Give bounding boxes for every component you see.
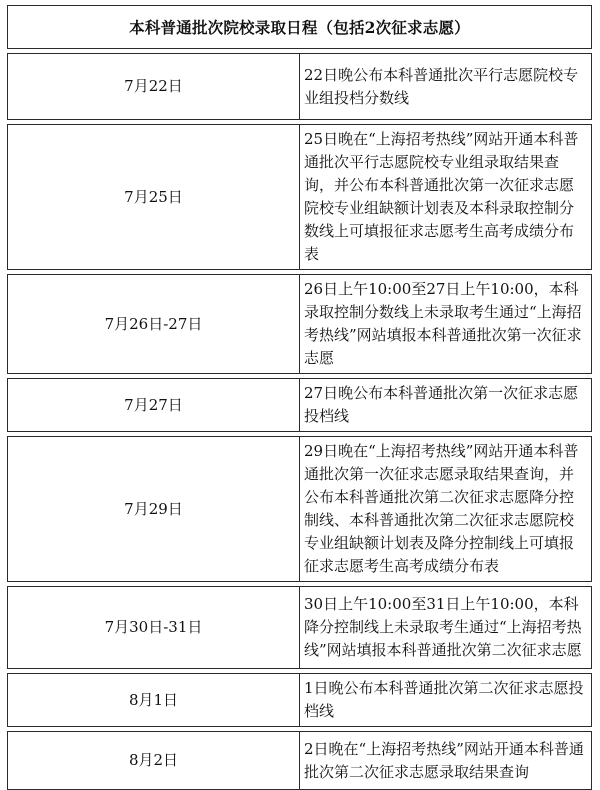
description-cell: 1日晚公布本科普通批次第二次征求志愿投档线	[300, 674, 592, 727]
date-cell: 7月30日-31日	[8, 587, 300, 669]
description-cell: 25日晚在“上海招考热线”网站开通本科普通批次平行志愿院校专业组录取结果查询，并公布本科普通批次第一次征求志愿院校专业组缺额计划表及本科录取控制分数线上可填报征求志愿考生高考成绩分布表	[300, 125, 592, 270]
description-cell: 27日晚公布本科普通批次第一次征求志愿投档线	[300, 379, 592, 432]
description-cell: 29日晚在“上海招考热线”网站开通本科普通批次第一次征求志愿录取结果查询，并公布本科普通批次第二次征求志愿降分控制线、本科普通批次第二次征求志愿院校专业组缺额计划表及降分控制线上可填报征求志愿考生高考成绩分布表	[300, 437, 592, 582]
description-cell: 30日上午10:00至31日上午10:00，本科降分控制线上未录取考生通过“上海招考热线”网站填报本科普通批次第二次征求志愿	[300, 587, 592, 669]
title-row	[8, 6, 592, 49]
table-row	[8, 587, 592, 669]
date-cell: 8月1日	[8, 674, 300, 727]
date-cell: 8月2日	[8, 732, 300, 790]
table-row	[8, 379, 592, 432]
table-row	[8, 732, 592, 790]
table-title: 本科普通批次院校录取日程（包括2次征求志愿）	[8, 6, 592, 49]
schedule-document	[7, 5, 592, 790]
table-row	[8, 125, 592, 270]
description-cell: 2日晚在“上海招考热线”网站开通本科普通批次第二次征求志愿录取结果查询	[300, 732, 592, 790]
date-cell: 7月26日-27日	[8, 275, 300, 374]
date-cell: 7月29日	[8, 437, 300, 582]
date-cell: 7月25日	[8, 125, 300, 270]
table-row	[8, 54, 592, 120]
description-cell: 22日晚公布本科普通批次平行志愿院校专业组投档分数线	[300, 54, 592, 120]
date-cell: 7月27日	[8, 379, 300, 432]
date-cell: 7月22日	[8, 54, 300, 120]
table-row	[8, 437, 592, 582]
description-cell: 26日上午10:00至27日上午10:00，本科录取控制分数线上未录取考生通过“上海招考热线”网站填报本科普通批次第一次征求志愿	[300, 275, 592, 374]
schedule-table	[7, 5, 592, 790]
table-row	[8, 674, 592, 727]
table-row	[8, 275, 592, 374]
